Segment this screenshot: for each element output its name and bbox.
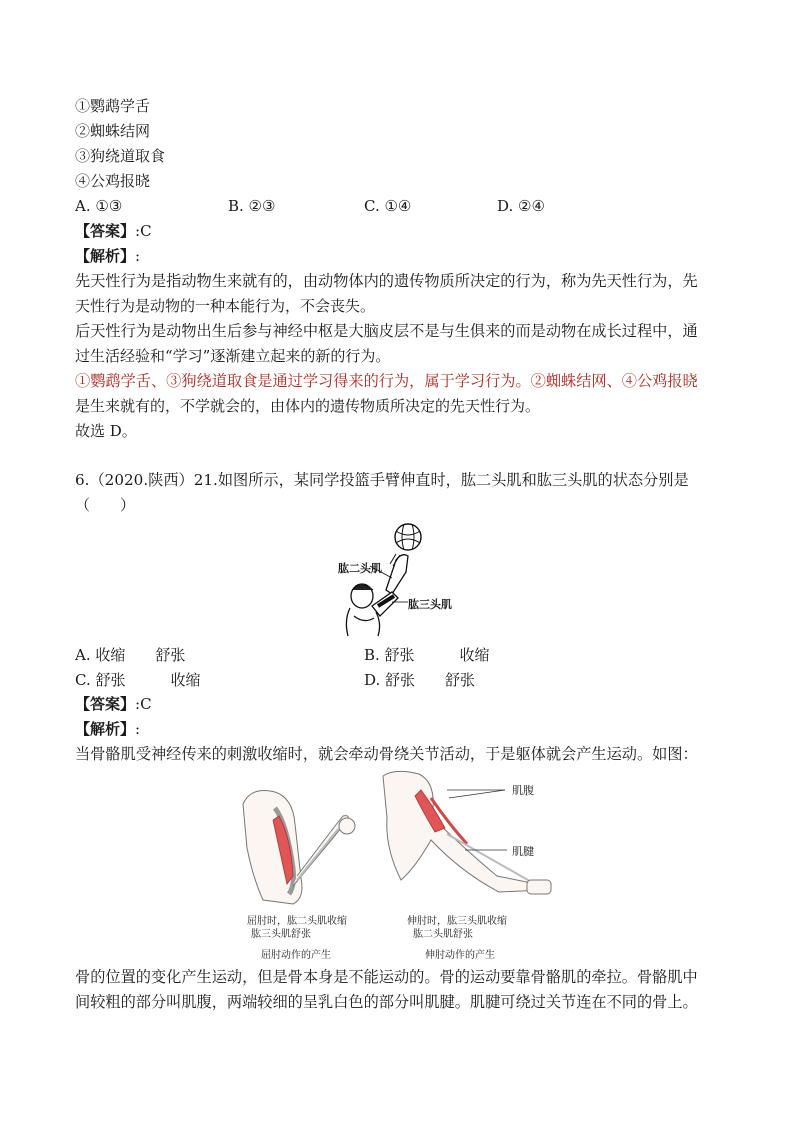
basketball-arm-figure: [330, 520, 470, 638]
answer-label: 【答案】: [75, 222, 136, 240]
biceps-label: 肱二头肌: [338, 562, 382, 575]
tendon-label: 肌腱: [512, 845, 534, 858]
flex-line1: 屈肘时，肱二头肌收缩: [247, 916, 347, 927]
explain-line: 是生来就有的，不学就会的，由体内的遗传物质所决定的先天性行为。: [75, 397, 541, 415]
q5-option-c: C. ①④: [364, 197, 412, 215]
analysis-colon: :: [135, 247, 141, 265]
q5-answer: [75, 221, 152, 241]
q5-option-b: B. ②③: [228, 197, 276, 215]
flex-line2: 肱三头肌舒张: [251, 929, 311, 940]
q5-option-a: A. ①③: [75, 197, 123, 215]
answer-value: :C: [135, 695, 152, 713]
flex-caption: 屈肘动作的产生: [261, 950, 331, 961]
elbow-movement-figure: [235, 768, 565, 963]
q6-stem: 6.（2020.陕西）21.如图所示，某同学投篮手臂伸直时，肱二头肌和肱三头肌的状态分别是: [75, 471, 689, 489]
extend-line1: 伸肘时，肱三头肌收缩: [407, 916, 507, 927]
conclusion-line: 故选 D。: [75, 422, 137, 440]
q6-analysis-label: [75, 719, 140, 739]
item-2: ②蜘蛛结网: [75, 122, 151, 140]
analysis-label: 【解析】: [75, 247, 136, 265]
extend-line2: 肱二头肌舒张: [413, 929, 473, 940]
q6-answer: [75, 694, 152, 714]
arm-illustration: [330, 520, 470, 638]
explain-line: 过生活经验和“学习”逐渐建立起来的新的行为。: [75, 347, 391, 365]
extend-caption: 伸肘动作的产生: [425, 950, 495, 961]
basketball-icon: [395, 524, 421, 550]
analysis-label: 【解析】: [75, 720, 136, 738]
item-1: ①鹦鹉学舌: [75, 97, 151, 115]
explain-line: 间较粗的部分叫肌腹，两端较细的呈乳白色的部分叫肌腱。肌腱可绕过关节连在不同的骨上。: [75, 993, 698, 1011]
q6-option-d: D. 舒张 舒张: [364, 671, 476, 689]
explain-line: 先天性行为是指动物生来就有的，由动物体内的遗传物质所决定的行为，称为先天性行为，先: [75, 272, 698, 290]
q5-analysis-label: [75, 246, 140, 266]
explain-line: 天性行为是动物的一种本能行为，不会丧失。: [75, 297, 376, 315]
muscle-belly-label: 肌腹: [512, 784, 534, 797]
q6-option-b: B. 舒张 收缩: [364, 646, 490, 664]
explain-line-red: ①鹦鹉学舌、③狗绕道取食是通过学习得来的行为，属于学习行为。②蜘蛛结网、④公鸡报晓: [75, 372, 698, 390]
explain-line: 后天性行为是动物出生后参与神经中枢是大脑皮层不是与生俱来的而是动物在成长过程中，通: [75, 322, 698, 340]
item-3: ③狗绕道取食: [75, 147, 166, 165]
q6-stem-blank: （ ）: [75, 496, 136, 514]
explain-line: 当骨骼肌受神经传来的刺激收缩时，就会牵动骨绕关节活动，于是躯体就会产生运动。如图：: [75, 745, 698, 763]
q6-option-c: C. 舒张 收缩: [75, 671, 201, 689]
q6-option-a: A. 收缩 舒张: [75, 646, 186, 664]
triceps-label: 肱三头肌: [408, 598, 452, 611]
item-4: ④公鸡报晓: [75, 172, 151, 190]
answer-label: 【答案】: [75, 695, 136, 713]
analysis-colon: :: [135, 720, 141, 738]
q5-option-d: D. ②④: [497, 197, 545, 215]
explain-line: 骨的位置的变化产生运动，但是骨本身是不能运动的。骨的运动要靠骨骼肌的牵拉。骨骼肌中: [75, 968, 698, 986]
answer-value: :C: [135, 222, 152, 240]
